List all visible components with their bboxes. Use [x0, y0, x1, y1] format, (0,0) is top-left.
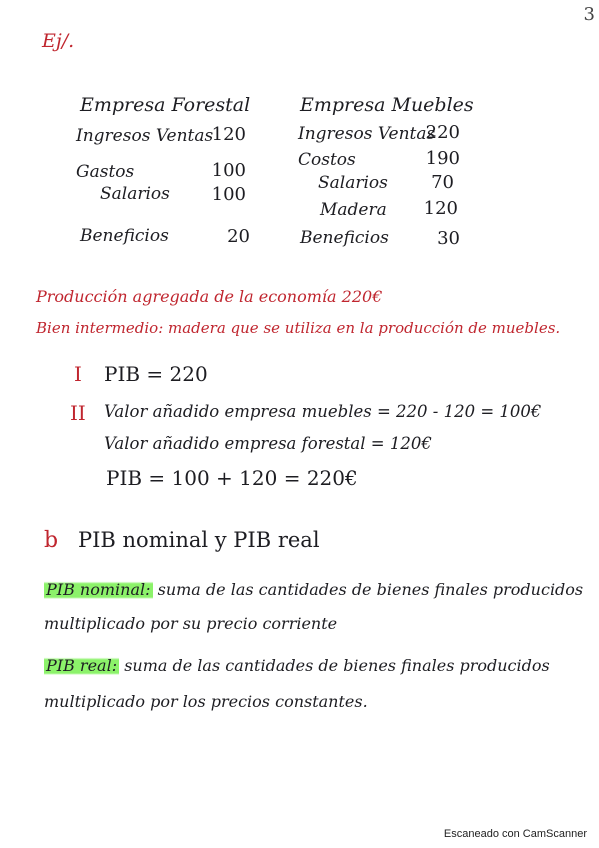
section-letter: b: [44, 528, 59, 553]
method-ii-numeral: II: [70, 401, 86, 425]
definition-nominal: [44, 580, 583, 599]
definition-text: suma de las cantidades de bienes finales producidos: [124, 656, 550, 675]
section-title: PIB nominal y PIB real: [78, 528, 320, 552]
method-ii-line: Valor añadido empresa muebles = 220 - 120 = 100€: [104, 402, 542, 421]
definition-text: suma de las cantidades de bienes finales producidos: [157, 580, 584, 599]
definition-real: [44, 656, 550, 675]
muebles-row-label: Madera: [320, 200, 387, 220]
muebles-row-label: Salarios: [318, 173, 388, 193]
produccion-agregada: Producción agregada de la economía 220€: [36, 287, 383, 306]
bien-intermedio: Bien intermedio: madera que se utiliza en la producción de muebles.: [36, 319, 561, 337]
forestal-row-value: 120: [211, 124, 246, 145]
page-number: 3: [583, 4, 595, 25]
muebles-row-value: 30: [437, 228, 460, 249]
example-label: Ej/.: [42, 30, 75, 52]
method-i-text: PIB = 220: [104, 362, 208, 386]
forestal-row-label: Beneficios: [80, 226, 169, 246]
scanner-watermark: Escaneado con CamScanner: [443, 828, 587, 840]
method-ii-line: PIB = 100 + 120 = 220€: [106, 466, 358, 490]
muebles-row-label: Ingresos Ventas: [298, 124, 436, 144]
forestal-row-value: 100: [211, 184, 246, 205]
method-ii-line: Valor añadido empresa forestal = 120€: [104, 434, 432, 453]
forestal-row-label: Ingresos Ventas: [76, 126, 214, 146]
definition-text: multiplicado por su precio corriente: [44, 614, 338, 633]
muebles-row-value: 70: [431, 172, 454, 193]
forestal-row-value: 100: [211, 160, 246, 181]
muebles-title: Empresa Muebles: [300, 94, 474, 116]
term-highlight: PIB nominal:: [46, 580, 151, 599]
forestal-row-value: 20: [227, 226, 250, 247]
forestal-row-label: Gastos: [76, 162, 135, 182]
muebles-row-label: Beneficios: [300, 228, 389, 248]
muebles-row-value: 120: [423, 198, 458, 219]
muebles-row-value: 220: [425, 122, 460, 143]
definition-text: multiplicado por los precios constantes.: [44, 692, 368, 711]
forestal-row-label: Salarios: [100, 184, 170, 204]
forestal-title: Empresa Forestal: [80, 94, 251, 116]
muebles-row-value: 190: [425, 148, 460, 169]
muebles-row-label: Costos: [298, 150, 356, 170]
method-i-numeral: I: [74, 362, 82, 386]
term-highlight: PIB real:: [46, 656, 118, 675]
